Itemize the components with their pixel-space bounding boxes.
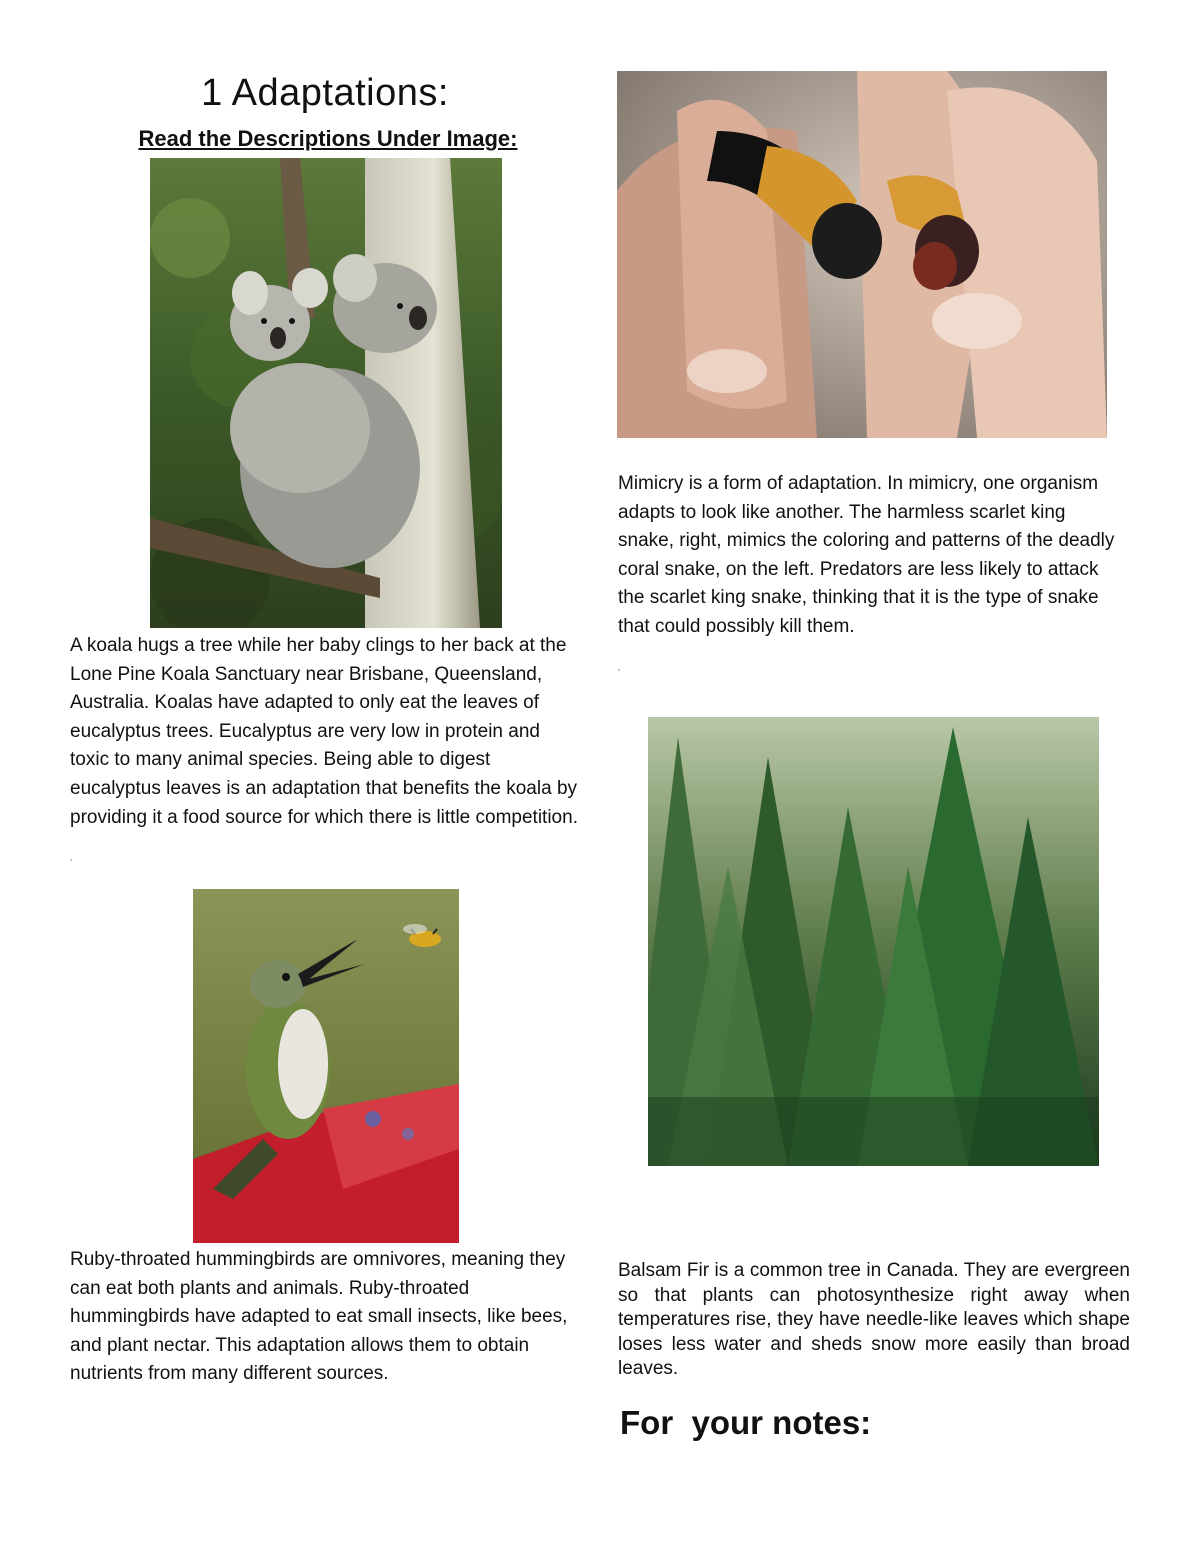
hummingbird-caption: Ruby-throated hummingbirds are omnivores, meaning they can eat both plants and animals. Ruby-throated hummingbirds have adapted to eat small insects, like bees, and plant nectar. This adaptation allows them to obtain nutrients from many different sources.: [70, 1249, 568, 1385]
page-title: 1 Adaptations:: [201, 72, 449, 114]
fir-forest-photo: [648, 717, 1099, 1166]
fir-caption: Balsam Fir is a common tree in Canada. They are evergreen so that plants can photosynthesize right away when temperatures rise, they have needle-like leaves which shape loses less water and sheds snow more easily than broad leaves.: [618, 1260, 1130, 1379]
koala-caption: A koala hugs a tree while her baby clings to her back at the Lone Pine Koala Sanctuary near Brisbane, Queensland, Australia. Koalas have adapted to only eat the leaves of eucalyptus trees. Eucalyptus are very low in protein and toxic to many animal species. Being able to digest eucalyptus leaves is an adaptation that benefits the koala by providing it a food source for which there is little competition.: [70, 635, 578, 828]
hummingbird-photo: [193, 889, 459, 1243]
snake-photo: [617, 71, 1107, 438]
notes-heading: For your notes:: [620, 1404, 872, 1441]
koala-photo: [150, 158, 502, 628]
snake-caption-marker: ': [618, 668, 620, 679]
snake-caption: Mimicry is a form of adaptation. In mimicry, one organism adapts to look like another. The harmless scarlet king snake, right, mimics the coloring and patterns of the deadly coral snake, on the left. Predators are less likely to attack the scarlet king snake, thinking that it is the type of snake that could possibly kill them.: [618, 473, 1115, 637]
page-subtitle: Read the Descriptions Under Image:: [138, 126, 518, 151]
koala-caption-marker: ': [70, 858, 72, 869]
